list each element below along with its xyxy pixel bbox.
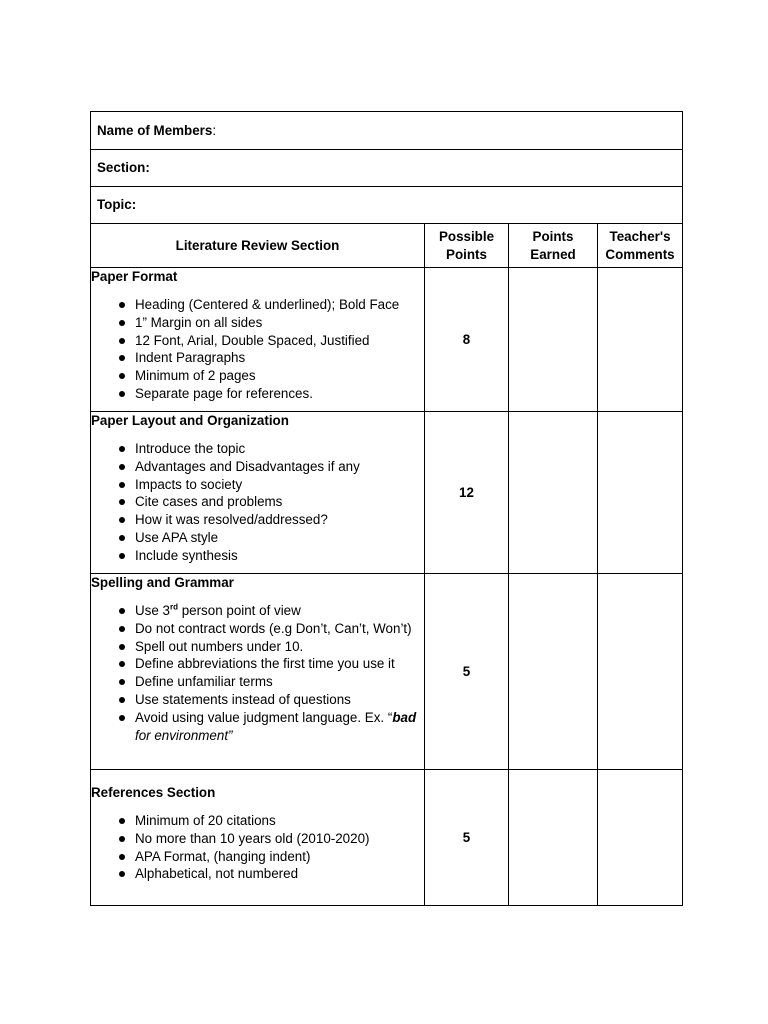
criterion-title: Paper Format	[91, 269, 178, 284]
list-item: Define unfamiliar terms	[91, 673, 424, 691]
criterion-title: Spelling and Grammar	[91, 575, 234, 590]
section-cell[interactable]	[91, 150, 683, 187]
criterion-cell	[91, 770, 425, 906]
rubric-table	[90, 111, 683, 906]
criterion-list	[91, 440, 424, 565]
possible-points: 8	[425, 268, 509, 412]
criterion-list	[91, 602, 424, 744]
criterion-row-spelling-grammar	[91, 574, 683, 770]
list-item: Alphabetical, not numbered	[91, 865, 424, 883]
topic-label: Topic:	[97, 197, 137, 213]
points-earned-cell[interactable]	[509, 412, 598, 574]
list-item: 12 Font, Arial, Double Spaced, Justified	[91, 332, 424, 350]
members-label: Name of Members	[97, 122, 213, 138]
list-item: How it was resolved/addressed?	[91, 511, 424, 529]
list-item: Include synthesis	[91, 547, 424, 565]
list-item: No more than 10 years old (2010-2020)	[91, 830, 424, 848]
teacher-comments-cell[interactable]	[598, 770, 683, 906]
teacher-comments-cell[interactable]	[598, 268, 683, 412]
list-item: Do not contract words (e.g Don’t, Can’t, Won’t)	[91, 620, 424, 638]
teacher-comments-cell[interactable]	[598, 574, 683, 770]
criterion-cell	[91, 574, 425, 770]
possible-points: 12	[425, 412, 509, 574]
points-earned-cell[interactable]	[509, 268, 598, 412]
list-item: Indent Paragraphs	[91, 349, 424, 367]
criterion-list	[91, 812, 424, 883]
criterion-title: Paper Layout and Organization	[91, 413, 289, 428]
col-header-section: Literature Review Section	[91, 224, 425, 268]
criterion-row-paper-format	[91, 268, 683, 412]
list-item: APA Format, (hanging indent)	[91, 848, 424, 866]
list-item: Spell out numbers under 10.	[91, 638, 424, 656]
col-header-teacher-comments: Teacher's Comments	[598, 224, 683, 268]
teacher-comments-cell[interactable]	[598, 412, 683, 574]
section-row	[91, 150, 683, 187]
points-earned-cell[interactable]	[509, 574, 598, 770]
criterion-row-layout-organization	[91, 412, 683, 574]
criterion-title: References Section	[91, 785, 216, 800]
col-header-possible-points: Possible Points	[425, 224, 509, 268]
section-label: Section:	[97, 160, 150, 176]
points-earned-cell[interactable]	[509, 770, 598, 906]
list-item: Minimum of 2 pages	[91, 367, 424, 385]
list-item: Introduce the topic	[91, 440, 424, 458]
list-item: Impacts to society	[91, 476, 424, 494]
members-colon: :	[212, 122, 217, 138]
list-item: Separate page for references.	[91, 385, 424, 403]
criterion-list	[91, 296, 424, 403]
list-item: Advantages and Disadvantages if any	[91, 458, 424, 476]
list-item: Minimum of 20 citations	[91, 812, 424, 830]
possible-points: 5	[425, 574, 509, 770]
criterion-cell	[91, 268, 425, 412]
topic-row	[91, 187, 683, 224]
members-row	[91, 112, 683, 150]
column-header-row	[91, 224, 683, 268]
criterion-cell	[91, 412, 425, 574]
col-header-points-earned: Points Earned	[509, 224, 598, 268]
possible-points: 5	[425, 770, 509, 906]
list-item: Avoid using value judgment language. Ex. “bad for environment”	[91, 709, 424, 745]
list-item: Use statements instead of questions	[91, 691, 424, 709]
members-cell[interactable]	[91, 112, 683, 150]
list-item: Define abbreviations the first time you use it	[91, 655, 424, 673]
topic-cell[interactable]	[91, 187, 683, 224]
list-item: Cite cases and problems	[91, 493, 424, 511]
criterion-row-references	[91, 770, 683, 906]
list-item: 1” Margin on all sides	[91, 314, 424, 332]
list-item: Heading (Centered & underlined); Bold Face	[91, 296, 424, 314]
list-item: Use APA style	[91, 529, 424, 547]
list-item: Use 3rd person point of view	[91, 602, 424, 620]
